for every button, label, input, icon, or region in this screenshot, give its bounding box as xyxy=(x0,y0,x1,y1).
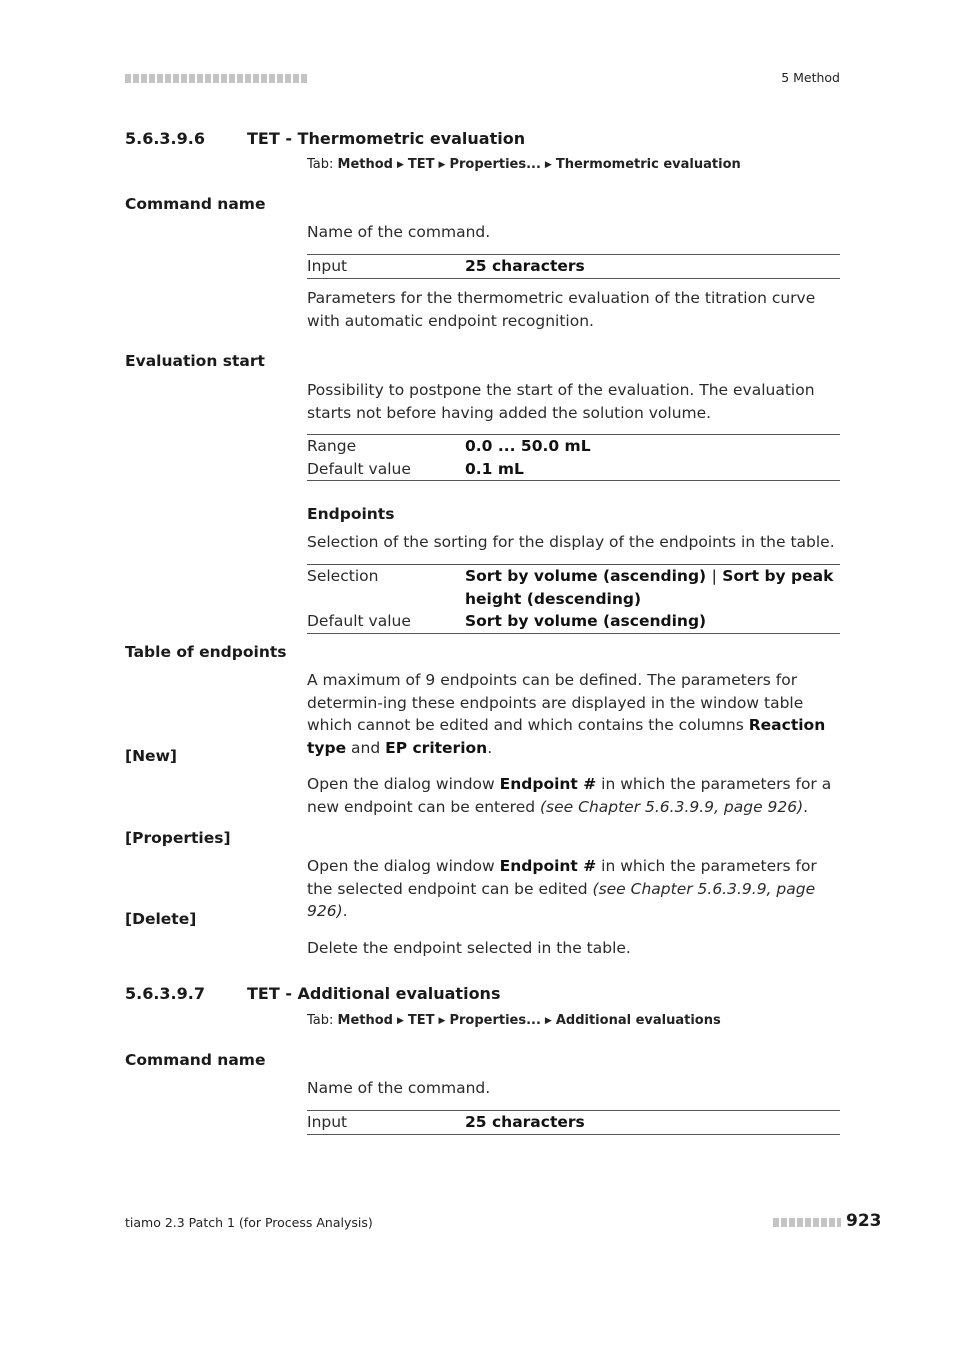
chapter-header: 5 Method xyxy=(781,70,840,85)
param-label-new: [New] xyxy=(125,747,177,765)
tab-breadcrumb: Tab: Method ▶ TET ▶ Properties... ▶ Additional evaluations xyxy=(307,1013,721,1028)
section-number: 5.6.3.9.6 xyxy=(125,129,205,148)
triangle-right-icon: ▶ xyxy=(438,1016,446,1026)
param-label-delete: [Delete] xyxy=(125,910,197,928)
breadcrumb-item: Properties... xyxy=(449,157,541,172)
triangle-right-icon: ▶ xyxy=(544,1016,552,1026)
param-table: Input 25 characters xyxy=(307,1110,840,1135)
param-description: Name of the command. xyxy=(307,1079,491,1097)
param-description: Name of the command. xyxy=(307,223,491,241)
param-label-command-name: Command name xyxy=(125,1051,266,1069)
section-number: 5.6.3.9.7 xyxy=(125,984,205,1003)
param-label-command-name: Command name xyxy=(125,195,266,213)
triangle-right-icon: ▶ xyxy=(397,1016,404,1026)
param-label-table-of-endpoints: Table of endpoints xyxy=(125,643,287,661)
breadcrumb-item: Additional evaluations xyxy=(555,1013,721,1028)
param-description: Selection of the sorting for the display of the endpoints in the table. xyxy=(307,533,835,551)
param-description: Open the dialog window Endpoint # in which the parameters for the selected endpoint can be edited (see Chapter 5.6.3.9.9, page 926). xyxy=(307,857,817,920)
breadcrumb-item: Thermometric evaluation xyxy=(555,157,741,172)
page-number: 923 xyxy=(846,1211,882,1231)
breadcrumb-item: Method xyxy=(337,157,393,172)
header-decoration xyxy=(125,74,307,83)
footer-decoration xyxy=(773,1218,841,1227)
param-description: Possibility to postpone the start of the evaluation. The evaluation starts not before having added the solution volume. xyxy=(307,381,815,422)
param-table: Selection Sort by volume (ascending) | Sort by peak height (descending) Default value Sort by volume (ascending) xyxy=(307,564,840,634)
subheading-endpoints: Endpoints xyxy=(307,505,395,523)
breadcrumb-item: TET xyxy=(407,157,435,172)
triangle-right-icon: ▶ xyxy=(438,160,446,170)
section-title: TET - Thermometric evaluation xyxy=(247,129,526,148)
param-label-properties: [Properties] xyxy=(125,829,231,847)
param-description: Delete the endpoint selected in the table. xyxy=(307,939,631,957)
triangle-right-icon: ▶ xyxy=(544,160,552,170)
footer-product: tiamo 2.3 Patch 1 (for Process Analysis) xyxy=(125,1215,373,1230)
param-description: Parameters for the thermometric evaluation of the titration curve with automatic endpoint recognition. xyxy=(307,289,816,330)
param-table: Input 25 characters xyxy=(307,254,840,279)
param-label-evaluation-start: Evaluation start xyxy=(125,352,265,370)
param-description: Open the dialog window Endpoint # in which the parameters for a new endpoint can be entered (see Chapter 5.6.3.9.9, page 926). xyxy=(307,775,832,816)
param-description: A maximum of 9 endpoints can be defined. The parameters for determin-ing these endpoints are displayed in the window table which cannot be edited and which contains the columns Reaction type and EP criterion. xyxy=(307,671,826,757)
section-title: TET - Additional evaluations xyxy=(247,984,501,1003)
chapter-reference-link[interactable]: (see Chapter 5.6.3.9.9, page 926) xyxy=(540,797,804,816)
breadcrumb-item: Method xyxy=(337,1013,393,1028)
param-table: Range 0.0 ... 50.0 mL Default value 0.1 mL xyxy=(307,434,840,481)
triangle-right-icon: ▶ xyxy=(397,160,404,170)
tab-breadcrumb: Tab: Method ▶ TET ▶ Properties... ▶ Thermometric evaluation xyxy=(307,157,741,172)
breadcrumb-item: TET xyxy=(407,1013,435,1028)
chapter-reference-link[interactable]: (see Chapter 5.6.3.9.9, page 926) xyxy=(307,879,816,920)
breadcrumb-item: Properties... xyxy=(449,1013,541,1028)
